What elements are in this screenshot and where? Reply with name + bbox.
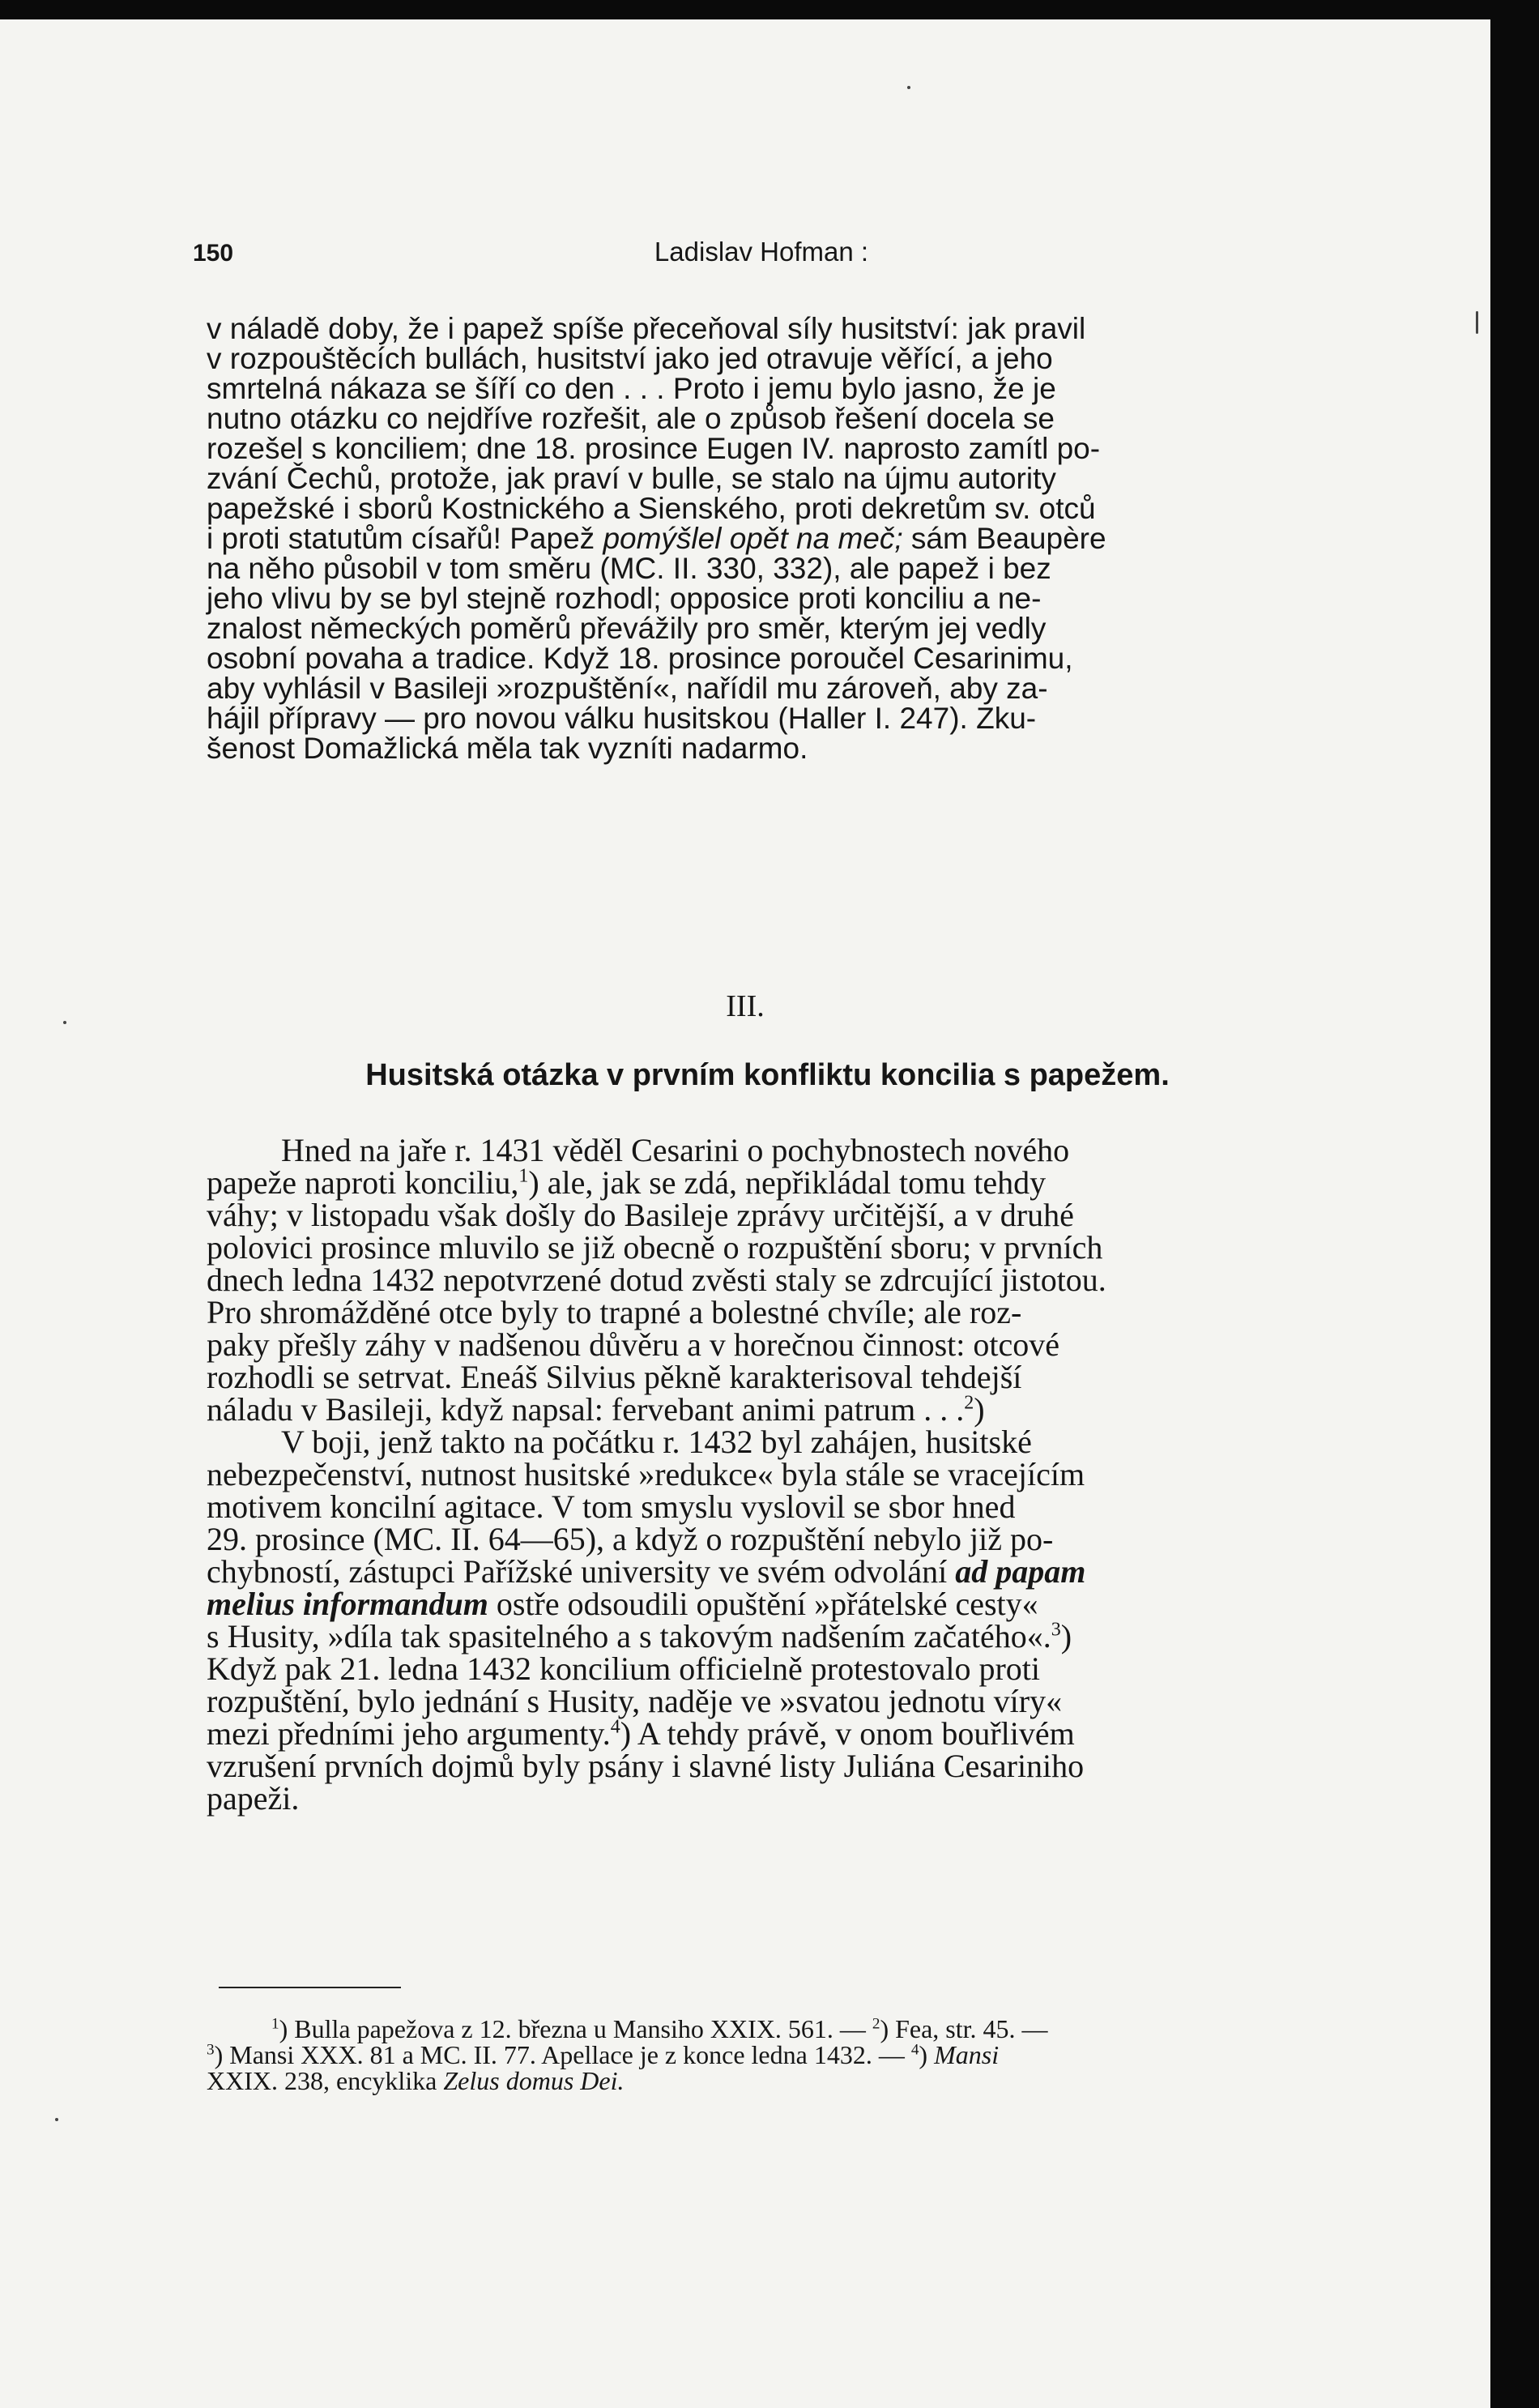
running-head-author: Ladislav Hofman : xyxy=(654,237,869,267)
text-line: papeži. xyxy=(207,1780,300,1817)
text-line xyxy=(207,518,1328,555)
paragraph-1 xyxy=(207,1129,1328,1428)
text-line: zvání Čechů, protože, jak praví v bulle, se stalo na újmu autority xyxy=(207,462,1056,495)
text-span: ) ale, jak se zdá, nepřikládal tomu tehdy xyxy=(528,1164,1047,1201)
footnote-ref: 4 xyxy=(610,1716,620,1738)
section-number: III. xyxy=(726,989,765,1023)
page-number: 150 xyxy=(193,240,234,267)
footnote-mark: 3 xyxy=(207,2041,215,2059)
footnote-ref: 2 xyxy=(964,1392,974,1414)
footnote-text: ) Fea, str. 45. — xyxy=(880,2014,1048,2043)
footnote-line xyxy=(207,2011,1328,2043)
footnote-italic: Mansi xyxy=(934,2040,1000,2069)
text-line: rozešel s konciliem; dne 18. prosince Eugen IV. naprosto zamítl po- xyxy=(207,432,1101,465)
text-span: mezi předními jeho argumenty. xyxy=(207,1715,611,1752)
page xyxy=(0,19,1490,2408)
paragraph-2 xyxy=(207,1421,1328,1817)
text-line: osobní povaha a tradice. Když 18. prosince poroučel Cesarinimu, xyxy=(207,642,1073,675)
text-line: šenost Domažlická měla tak vyzníti nadarmo. xyxy=(207,732,808,765)
text-line xyxy=(207,1713,1328,1752)
text-line xyxy=(207,1583,1328,1622)
text-line: na něho působil v tom směru (MC. II. 330, 332), ale papež i bez xyxy=(207,552,1051,585)
text-line xyxy=(207,1162,1328,1201)
footnote-mark: 4 xyxy=(910,2041,919,2059)
text-line: V boji, jenž takto na počátku r. 1432 byl zahájen, husitské xyxy=(281,1424,1032,1460)
footnote-rule xyxy=(219,1987,401,1988)
text-line: smrtelná nákaza se šíří co den . . . Proto i jemu bylo jasno, že je xyxy=(207,372,1056,405)
scan-speck xyxy=(907,86,910,89)
text-span: s Husity, »díla tak spasitelného a s takovým nadšením začatého«. xyxy=(207,1618,1051,1654)
latin-title: melius informandum xyxy=(207,1586,488,1622)
italic-quote: pomýšlel opět na meč; xyxy=(603,522,903,555)
text-span: i proti statutům císařů! Papež xyxy=(207,522,603,555)
footnote-ref: 1 xyxy=(518,1165,529,1187)
text-span: ostře odsoudili opuštění »přátelské cesty« xyxy=(488,1586,1038,1622)
text-span: ) A tehdy právě, v onom bouřlivém xyxy=(620,1715,1075,1752)
text-line: rozhodli se setrvat. Eneáš Silvius pěkně karakterisoval tehdejší xyxy=(207,1359,1022,1395)
text-line: nebezpečenství, nutnost husitské »redukce« byla stále se vracejícím xyxy=(207,1456,1085,1492)
intro-paragraph xyxy=(207,308,1328,765)
footnote-ref: 3 xyxy=(1051,1619,1061,1641)
text-line: polovici prosince mluvilo se již obecně o rozpuštění sboru; v prvních xyxy=(207,1229,1103,1266)
text-line: paky přešly záhy v nadšenou důvěru a v horečnou činnost: otcové xyxy=(207,1326,1060,1363)
footnote-italic: Zelus domus Dei. xyxy=(443,2066,625,2095)
text-line: dnech ledna 1432 nepotvrzené dotud zvěsti staly se zdrcující jistotou. xyxy=(207,1262,1106,1298)
footnote-text: ) Mansi XXX. 81 a MC. II. 77. Apellace je z konce ledna 1432. — xyxy=(214,2040,911,2069)
latin-title: ad papam xyxy=(955,1553,1086,1590)
text-line: vzrušení prvních dojmů byly psány i slavné listy Juliána Cesariniho xyxy=(207,1748,1085,1784)
footnote-text: ) Bulla papežova z 12. března u Mansiho XXIX. 561. — xyxy=(279,2014,872,2043)
footnotes xyxy=(207,2011,1328,2095)
text-line: Hned na jaře r. 1431 věděl Cesarini o pochybnostech nového xyxy=(281,1132,1070,1168)
text-span: náladu v Basileji, když napsal: fervebant animi patrum . . . xyxy=(207,1391,965,1428)
running-head xyxy=(193,228,1330,277)
text-line: hájil přípravy — pro novou válku husitskou (Haller I. 247). Zku- xyxy=(207,702,1037,735)
text-line: rozpuštění, bylo jednání s Husity, naděje ve »svatou jednotu víry« xyxy=(207,1683,1063,1719)
scan-speck xyxy=(55,2118,58,2121)
text-line: jeho vlivu by se byl stejně rozhodl; opposice proti konciliu a ne- xyxy=(207,582,1042,615)
footnote-line xyxy=(207,2037,1328,2069)
text-span: sám Beaupère xyxy=(902,522,1106,555)
scan-speck xyxy=(1476,311,1478,334)
section-title: Husitská otázka v prvním konfliktu koncilia s papežem. xyxy=(365,1058,1170,1092)
text-line: znalost německých poměrů převážily pro směr, kterým jej vedly xyxy=(207,612,1047,645)
text-line: váhy; v listopadu však došly do Basileje zprávy určitější, a v druhé xyxy=(207,1197,1074,1233)
text-span: chybností, zástupci Pařížské university ve svém odvolání xyxy=(207,1553,956,1590)
text-line: v rozpouštěcích bullách, husitství jako jed otravuje věřící, a jeho xyxy=(207,342,1053,375)
text-line: Pro shromážděné otce byly to trapné a bolestné chvíle; ale roz- xyxy=(207,1294,1022,1330)
text-line: papežské i sborů Kostnického a Sienského, proti dekretům sv. otců xyxy=(207,492,1096,525)
footnote-text: XXIX. 238, encyklika xyxy=(207,2066,444,2095)
footnote-mark: 2 xyxy=(872,2015,880,2033)
text-line: Když pak 21. ledna 1432 koncilium officielně protestovalo proti xyxy=(207,1650,1041,1687)
body-text xyxy=(207,1129,1328,1817)
text-span: ) xyxy=(974,1391,985,1428)
footnote-text: ) xyxy=(919,2040,935,2069)
text-line: aby vyhlásil v Basileji »rozpuštění«, nařídil mu zároveň, aby za- xyxy=(207,672,1048,705)
text-line: motivem koncilní agitace. V tom smyslu vyslovil se sbor hned xyxy=(207,1488,1016,1525)
scan-speck xyxy=(63,1021,66,1024)
text-span: ) xyxy=(1060,1618,1072,1654)
text-line xyxy=(207,1389,1328,1428)
footnote-mark: 1 xyxy=(271,2015,279,2033)
text-span: papeže naproti konciliu, xyxy=(207,1164,519,1201)
text-line xyxy=(207,1616,1328,1654)
text-line: nutno otázku co nejdříve rozřešit, ale o způsob řešení docela se xyxy=(207,402,1055,435)
text-line: 29. prosince (MC. II. 64—65), a když o rozpuštění nebylo již po- xyxy=(207,1521,1054,1557)
text-line xyxy=(207,1551,1328,1590)
text-line: v náladě doby, že i papež spíše přeceňoval síly husitství: jak pravil xyxy=(207,312,1086,345)
